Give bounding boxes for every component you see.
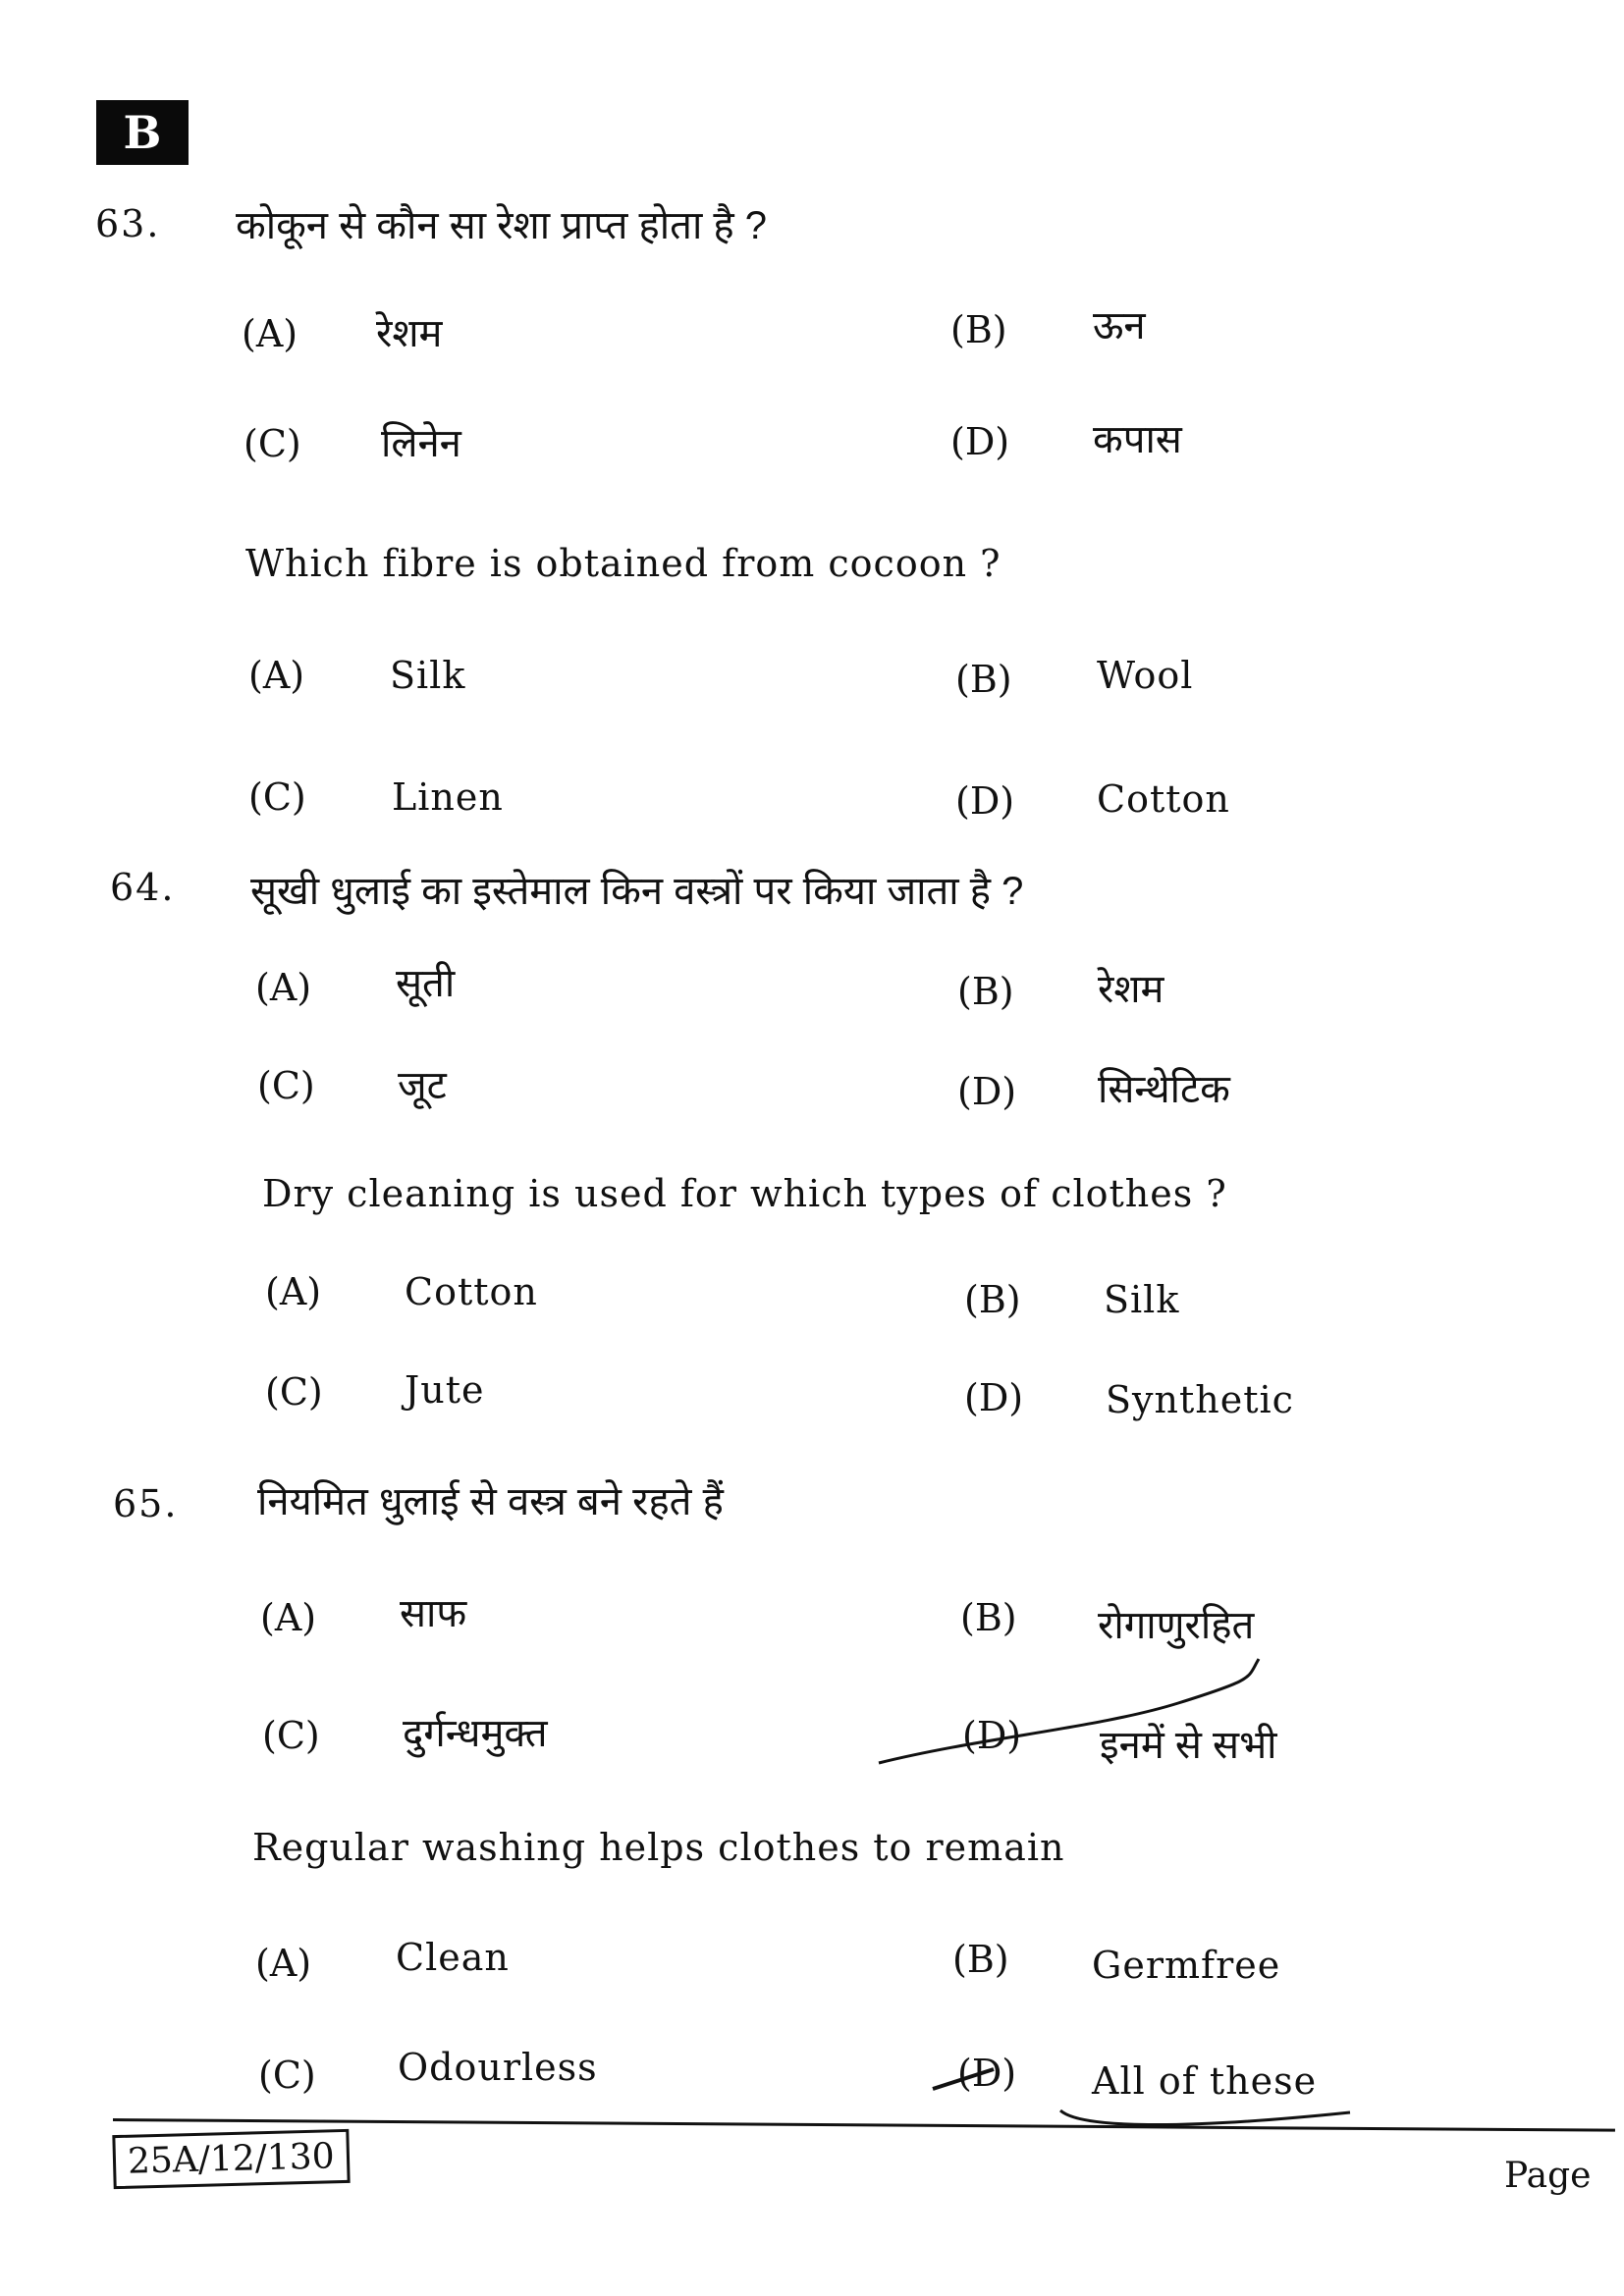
question-number: 65.	[113, 1482, 179, 1525]
question-text-english: Which fibre is obtained from cocoon ?	[245, 542, 1001, 585]
option-text: Germfree	[1092, 1944, 1281, 1987]
option-text: लिनेन	[381, 422, 461, 465]
option-label: (D)	[964, 1376, 1024, 1419]
option-text: Jute	[405, 1368, 485, 1412]
option-label: (D)	[957, 2052, 1017, 2095]
option-label: (B)	[964, 1278, 1021, 1321]
pen-underline-curve	[1060, 2110, 1350, 2125]
option-label: (C)	[258, 2054, 316, 2097]
question-text-hindi: सूखी धुलाई का इस्तेमाल किन वस्त्रों पर किया जाता है ?	[250, 870, 1024, 913]
option-text: ऊन	[1093, 304, 1146, 347]
option-text: दुर्गन्धमुक्त	[403, 1712, 548, 1755]
option-label: (C)	[265, 1370, 323, 1414]
question-number: 63.	[95, 202, 161, 245]
option-text: Wool	[1097, 654, 1194, 697]
option-label: (C)	[262, 1714, 320, 1757]
option-text: सूती	[396, 962, 456, 1005]
section-badge: B	[96, 100, 189, 165]
option-text: Cotton	[1097, 777, 1230, 821]
option-label: (D)	[957, 1070, 1017, 1113]
question-text-hindi: नियमित धुलाई से वस्त्र बने रहते हैं	[257, 1480, 724, 1523]
option-text: Silk	[390, 654, 466, 697]
option-label: (D)	[955, 779, 1015, 823]
option-label: (A)	[255, 966, 312, 1009]
question-number: 64.	[110, 866, 176, 909]
option-label: (B)	[960, 1596, 1017, 1639]
option-text: सिन्थेटिक	[1098, 1068, 1230, 1111]
option-text: रेशम	[376, 312, 443, 355]
option-text: All of these	[1092, 2059, 1318, 2103]
paper-code: 25A/12/130	[112, 2129, 350, 2189]
option-label: (C)	[244, 422, 301, 465]
option-text: साफ	[400, 1592, 467, 1635]
option-label: (D)	[950, 420, 1010, 463]
question-text-english: Dry cleaning is used for which types of clothes ?	[262, 1172, 1227, 1215]
question-text-hindi: कोकून से कौन सा रेशा प्राप्त होता है ?	[236, 204, 768, 247]
option-text: जूट	[398, 1064, 447, 1107]
option-label: (A)	[255, 1942, 312, 1985]
option-label: (B)	[950, 308, 1007, 351]
option-label: (B)	[952, 1938, 1009, 1981]
option-text: रोगाणुरहित	[1098, 1604, 1255, 1647]
option-text: कपास	[1093, 418, 1182, 461]
option-text: Silk	[1104, 1278, 1180, 1321]
option-label: (D)	[962, 1714, 1022, 1757]
option-text: Synthetic	[1106, 1378, 1294, 1421]
option-label: (B)	[957, 970, 1014, 1013]
option-text: रेशम	[1098, 968, 1164, 1011]
option-text: Linen	[392, 775, 504, 819]
option-label: (A)	[242, 312, 298, 355]
option-text: इनमें से सभी	[1100, 1724, 1277, 1767]
option-text: Odourless	[398, 2046, 598, 2089]
option-text: Cotton	[405, 1270, 538, 1313]
option-label: (A)	[265, 1270, 322, 1313]
option-label: (C)	[248, 775, 306, 819]
option-label: (A)	[260, 1596, 317, 1639]
option-label: (B)	[955, 658, 1012, 701]
option-label: (A)	[248, 654, 305, 697]
option-text: Clean	[396, 1936, 510, 1979]
question-text-english: Regular washing helps clothes to remain	[252, 1826, 1065, 1869]
option-label: (C)	[257, 1064, 315, 1107]
page-label: Page	[1504, 2156, 1592, 2196]
